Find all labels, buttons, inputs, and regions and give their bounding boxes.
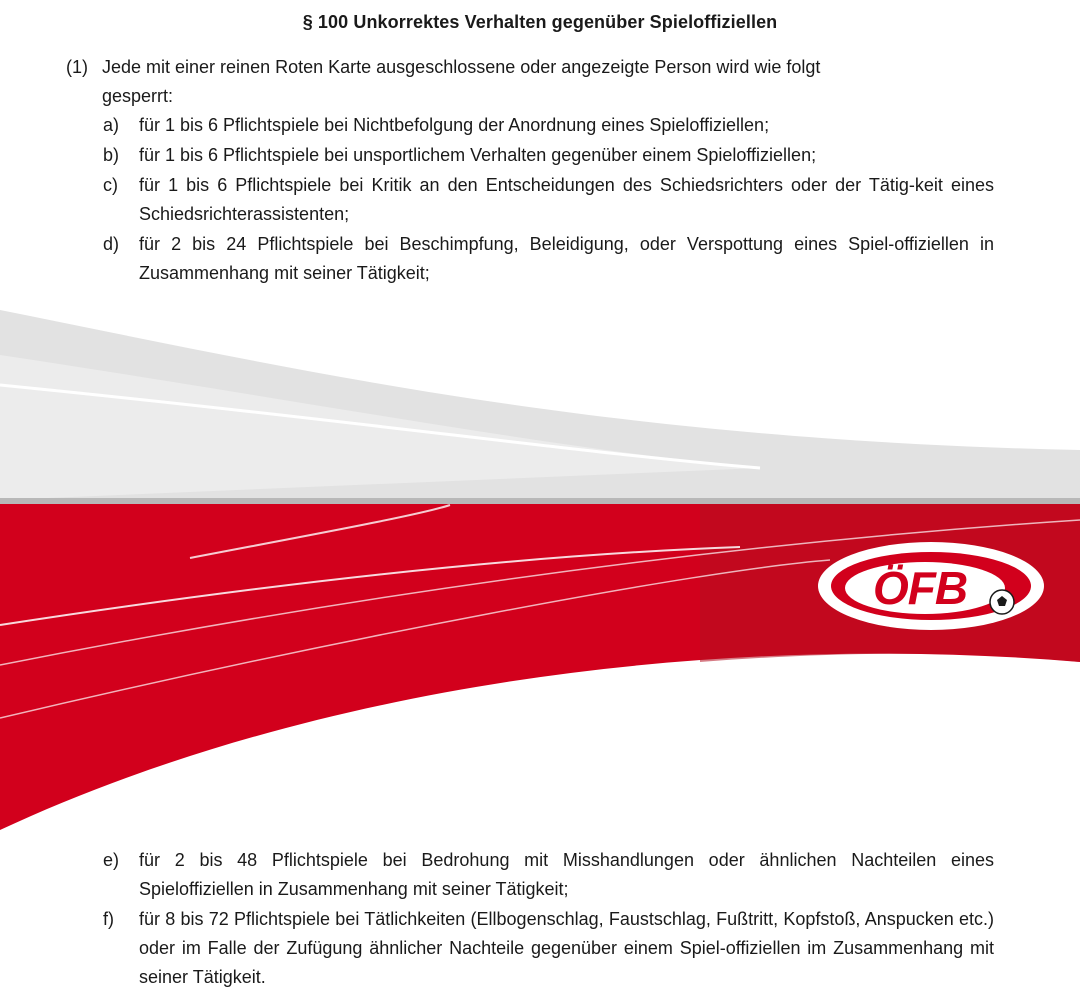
list-item-letter: b) (103, 145, 120, 165)
section-title: § 100 Unkorrektes Verhalten gegenüber Spieloffiziellen (302, 12, 778, 32)
list-item (103, 230, 994, 288)
list-item-letter: d) (103, 234, 120, 254)
list-item-text: für 1 bis 6 Pflichtspiele bei Kritik an den Entscheidungen des Schiedsrichters oder der Tätig-keit eines Schiedsrichterassistenten; (139, 175, 994, 224)
paragraph-intro (66, 53, 994, 111)
list-item (103, 171, 994, 229)
list-item (103, 905, 994, 992)
list-item-letter: e) (103, 850, 120, 870)
list-item-letter: f) (103, 909, 114, 929)
grey-separator (0, 498, 1080, 504)
list-item-text: für 2 bis 24 Pflichtspiele bei Beschimpfung, Beleidigung, oder Verspottung eines Spiel-offiziellen in Zusammenhang mit seiner Tätigkeit; (139, 234, 994, 283)
list-item-text: für 8 bis 72 Pflichtspiele bei Tätlichkeiten (Ellbogenschlag, Faustschlag, Fußtritt, Kopfstoß, Anspucken etc.) oder im Falle der Zufügung ähnlicher Nachteile gegenüber einem Spiel-offiziellen im Zusammenhang mit seiner Tätigkeit. (139, 909, 994, 987)
oefb-logo (818, 542, 1044, 630)
list-item-text: für 2 bis 48 Pflichtspiele bei Bedrohung mit Misshandlungen oder ähnlichen Nachteilen eines Spieloffiziellen in Zusammenhang mit seiner Tätigkeit; (139, 850, 994, 899)
paragraph-number: (1) (66, 57, 88, 77)
list-item-letter: a) (103, 115, 120, 135)
list-item (103, 111, 994, 140)
list-item-text: für 1 bis 6 Pflichtspiele bei Nichtbefolgung der Anordnung eines Spieloffiziellen; (139, 115, 770, 135)
paragraph-intro-line2: gesperrt: (102, 86, 174, 106)
list-item (103, 846, 994, 904)
list-item-text: für 1 bis 6 Pflichtspiele bei unsportlichem Verhalten gegenüber einem Spieloffiziellen; (139, 145, 817, 165)
oefb-banner (0, 300, 1080, 840)
list-item-letter: c) (103, 175, 118, 195)
paragraph-intro-line1: Jede mit einer reinen Roten Karte ausgeschlossene oder angezeigte Person wird wie folgt (102, 57, 821, 77)
list-item (103, 141, 994, 170)
logo-text: ÖFB (872, 562, 968, 614)
